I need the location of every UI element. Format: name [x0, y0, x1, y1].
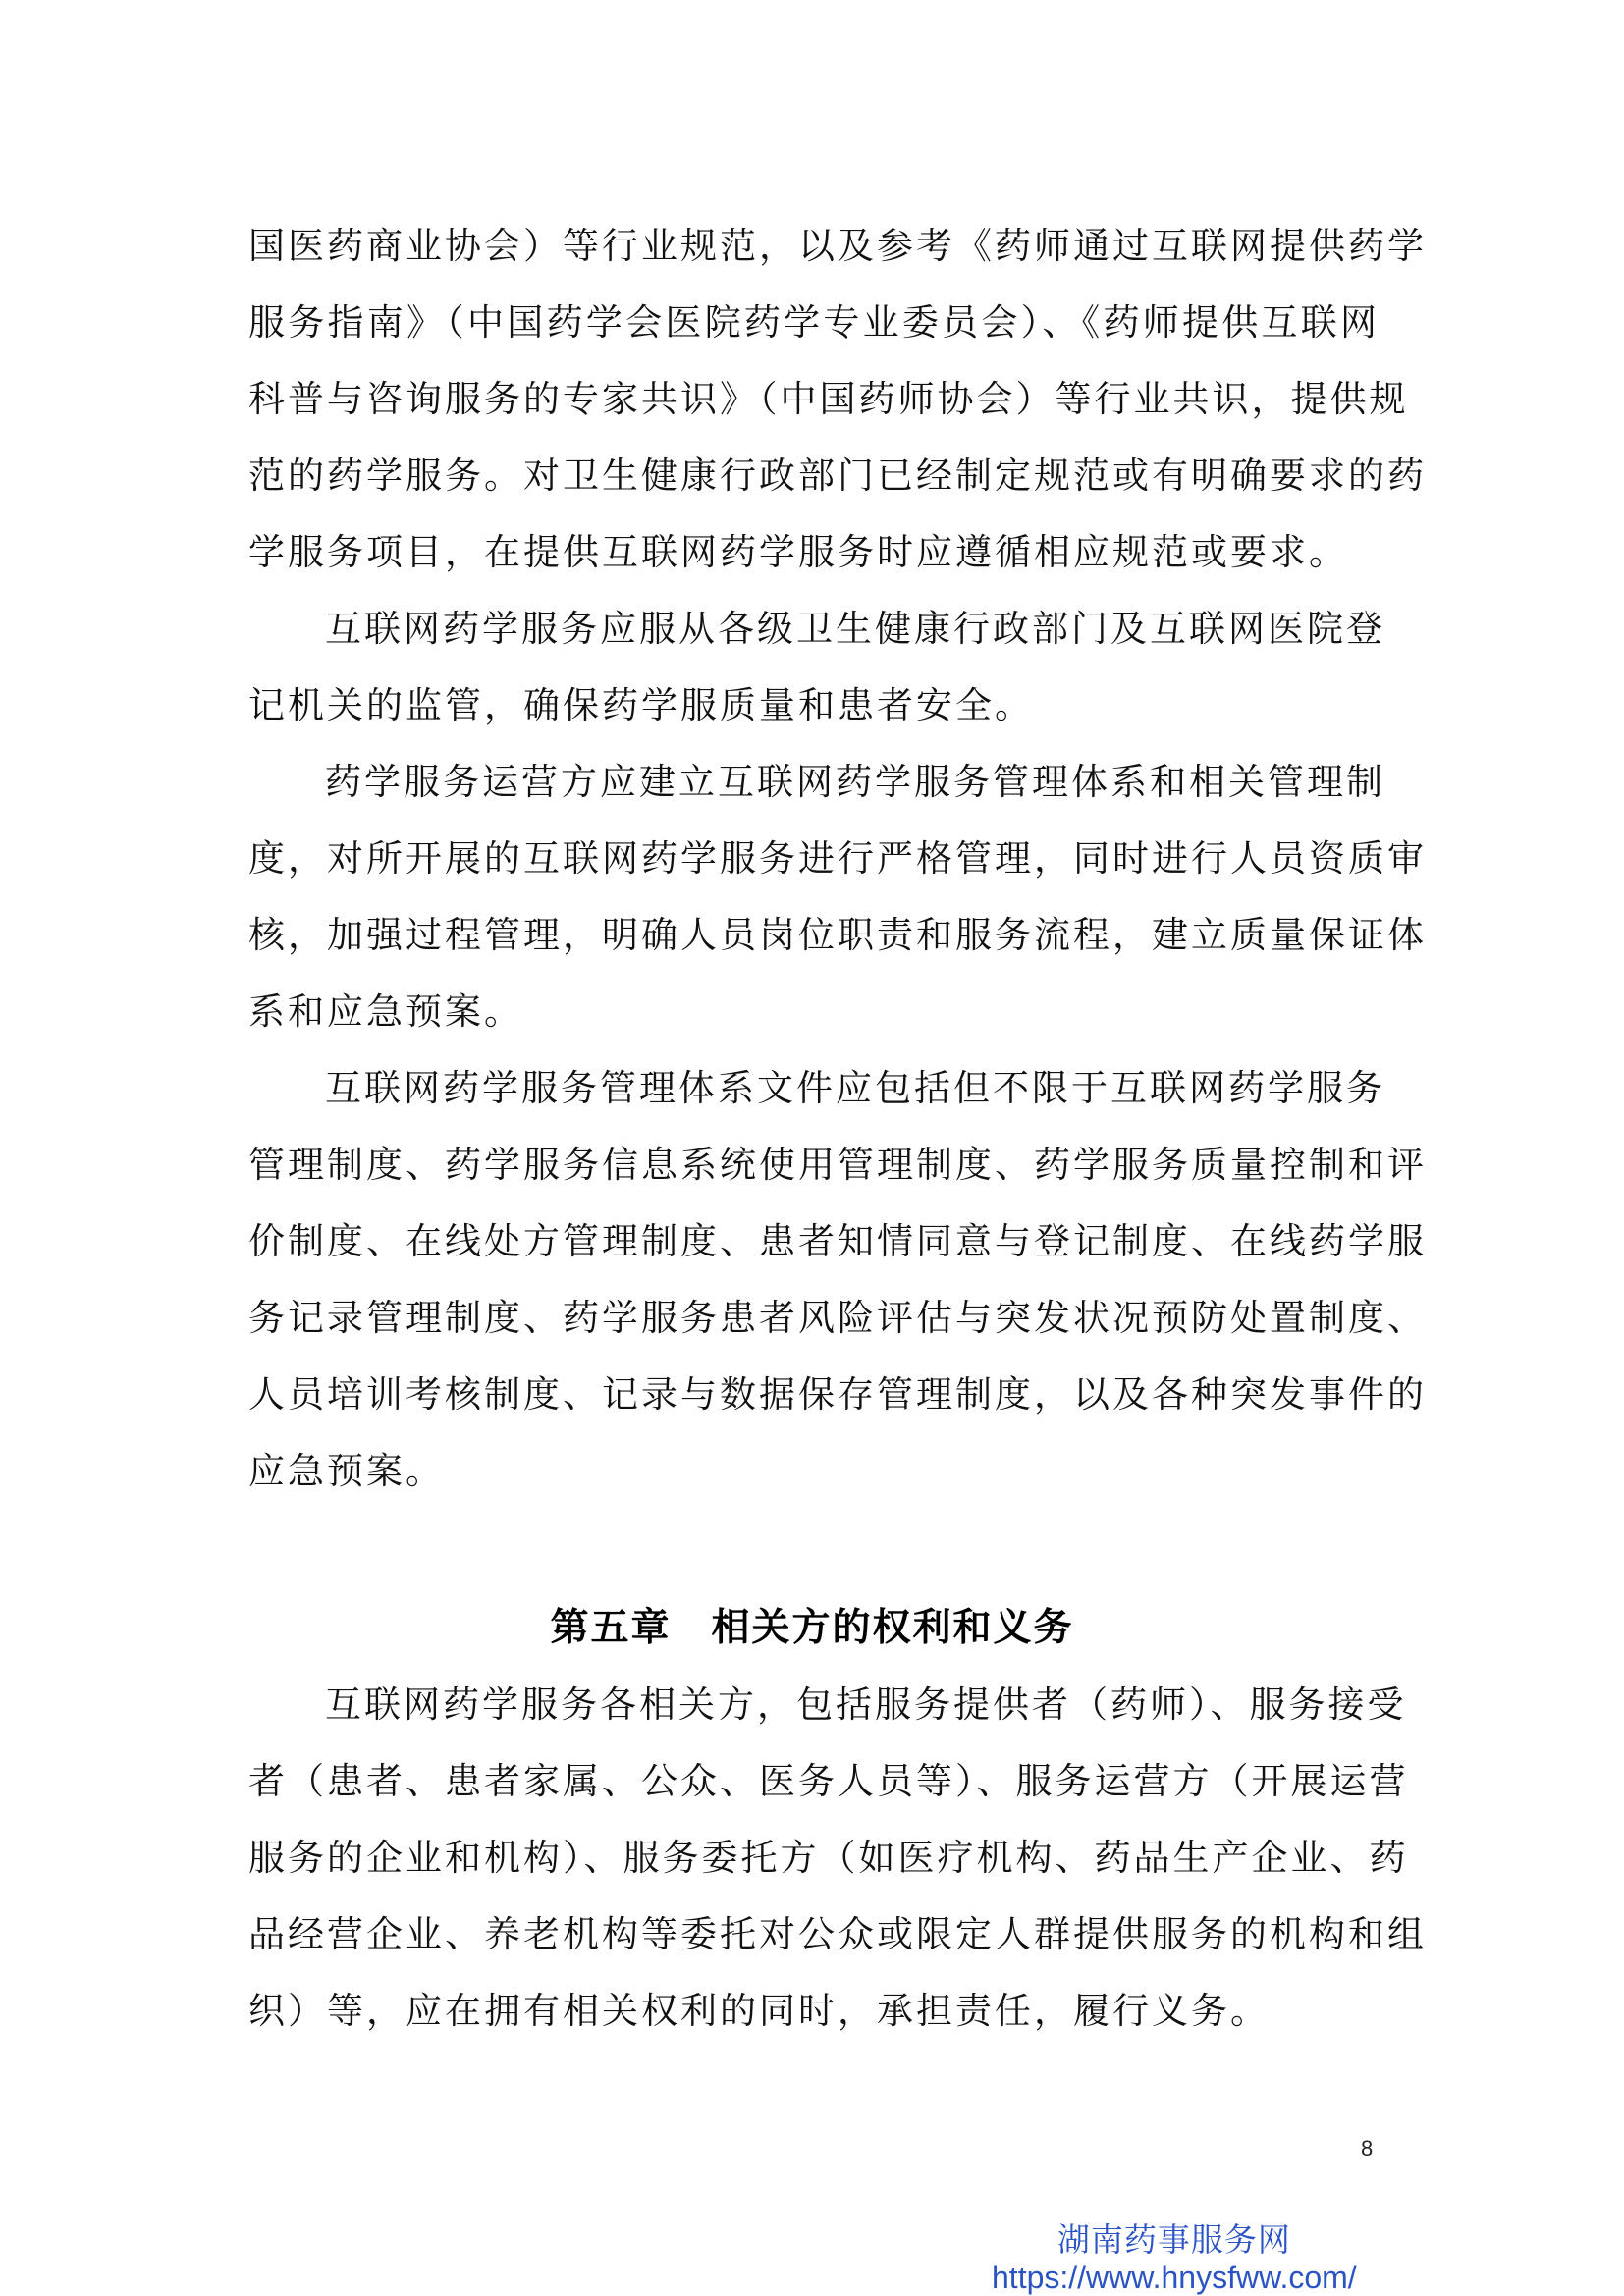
paragraph-line: 者（患者、患者家属、公众、医务人员等）、服务运营方（开展运营: [248, 1760, 1409, 1802]
paragraph-line: 度，对所开展的互联网药学服务进行严格管理，同时进行人员资质审: [248, 837, 1427, 880]
paragraph-line: 互联网药学服务管理体系文件应包括但不限于互联网药学服务: [325, 1067, 1385, 1109]
paragraph-supervision: [248, 591, 1385, 744]
watermark-url: https://www.hnysfww.com/: [992, 2260, 1357, 2295]
paragraph-management-documents: [248, 1050, 1427, 1510]
paragraph-management-system: [248, 744, 1427, 1050]
paragraph-line: 互联网药学服务各相关方，包括服务提供者（药师）、服务接受: [325, 1683, 1407, 1726]
site-watermark: [992, 2220, 1357, 2295]
paragraph-line: 服务指南》（中国药学会医院药学专业委员会）、《药师提供互联网: [248, 301, 1380, 344]
paragraph-line: 范的药学服务。对卫生健康行政部门已经制定规范或有明确要求的药: [248, 454, 1427, 497]
paragraph-line: 国医药商业协会）等行业规范，以及参考《药师通过互联网提供药学: [248, 225, 1427, 267]
paragraph-line: 应急预案。: [248, 1450, 445, 1492]
paragraph-line: 学服务项目，在提供互联网药学服务时应遵循相应规范或要求。: [248, 531, 1348, 573]
intro-paragraph: [248, 208, 1427, 591]
paragraph-line: 服务的企业和机构）、服务委托方（如医疗机构、药品生产企业、药: [248, 1837, 1409, 1879]
paragraph-line: 核，加强过程管理，明确人员岗位职责和服务流程，建立质量保证体: [248, 914, 1427, 956]
chapter-heading: 第五章 相关方的权利和义务: [550, 1606, 1074, 1650]
paragraph-line: 管理制度、药学服务信息系统使用管理制度、药学服务质量控制和评: [248, 1144, 1427, 1186]
paragraph-line: 务记录管理制度、药学服务患者风险评估与突发状况预防处置制度、: [248, 1297, 1427, 1339]
page-number: 8: [1361, 2136, 1374, 2161]
paragraph-line: 价制度、在线处方管理制度、患者知情同意与登记制度、在线药学服: [248, 1220, 1427, 1262]
paragraph-line: 科普与咨询服务的专家共识》（中国药师协会）等行业共识，提供规: [248, 378, 1409, 420]
paragraph-line: 品经营企业、养老机构等委托对公众或限定人群提供服务的机构和组: [248, 1913, 1427, 1955]
paragraph-stakeholders: [248, 1667, 1427, 2050]
paragraph-line: 药学服务运营方应建立互联网药学服务管理体系和相关管理制: [325, 761, 1385, 803]
paragraph-line: 人员培训考核制度、记录与数据保存管理制度，以及各种突发事件的: [248, 1373, 1427, 1415]
paragraph-line: 互联网药学服务应服从各级卫生健康行政部门及互联网医院登: [325, 608, 1385, 650]
paragraph-line: 系和应急预案。: [248, 990, 523, 1033]
watermark-site-name: 湖南药事服务网: [1056, 2220, 1291, 2259]
paragraph-line: 记机关的监管，确保药学服质量和患者安全。: [248, 684, 1034, 726]
paragraph-line: 织）等，应在拥有相关权利的同时，承担责任，履行义务。: [248, 1990, 1270, 2032]
